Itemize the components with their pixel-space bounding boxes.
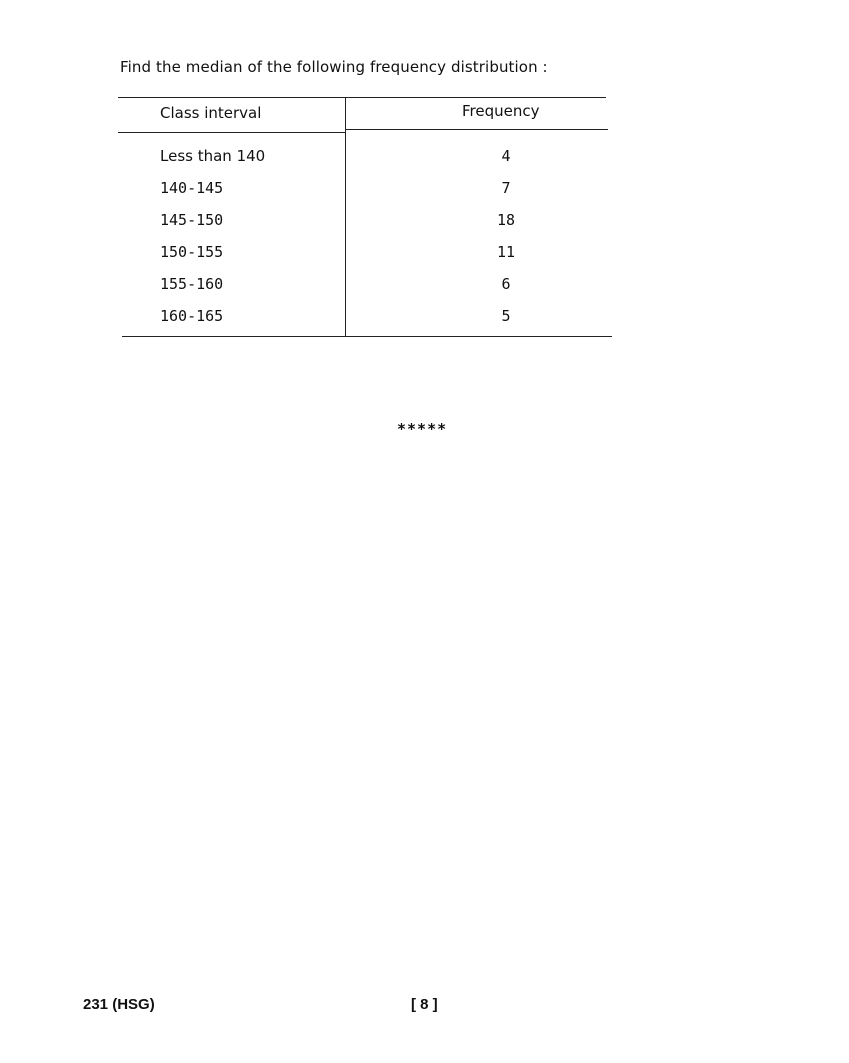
class-cell: 150-155 (160, 243, 224, 261)
frequency-cell: 6 (501, 275, 511, 293)
table-row (118, 179, 610, 211)
frequency-cell: 7 (501, 179, 511, 197)
class-cell: 155-160 (160, 275, 224, 293)
frequency-table (118, 95, 610, 339)
page-number: [ 8 ] (411, 996, 438, 1013)
frequency-cell: 5 (501, 307, 511, 325)
table-row (118, 147, 610, 179)
table-header-rule-left (118, 132, 346, 133)
class-cell: 160-165 (160, 307, 224, 325)
frequency-cell: 4 (501, 147, 511, 165)
table-top-rule (118, 97, 606, 98)
table-header-rule-right (346, 129, 608, 130)
header-frequency: Frequency (462, 102, 540, 120)
end-marker: ***** (397, 420, 448, 438)
table-row (118, 275, 610, 307)
frequency-cell: 18 (496, 211, 516, 229)
class-cell: 145-150 (160, 211, 224, 229)
table-row (118, 307, 610, 339)
frequency-cell: 11 (496, 243, 516, 261)
class-cell: Less than 140 (160, 147, 266, 165)
question-text: Find the median of the following frequency distribution : (120, 58, 548, 76)
class-cell: 140-145 (160, 179, 224, 197)
table-row (118, 211, 610, 243)
paper-code: 231 (HSG) (83, 996, 155, 1013)
header-class-interval: Class interval (160, 104, 262, 122)
table-row (118, 243, 610, 275)
